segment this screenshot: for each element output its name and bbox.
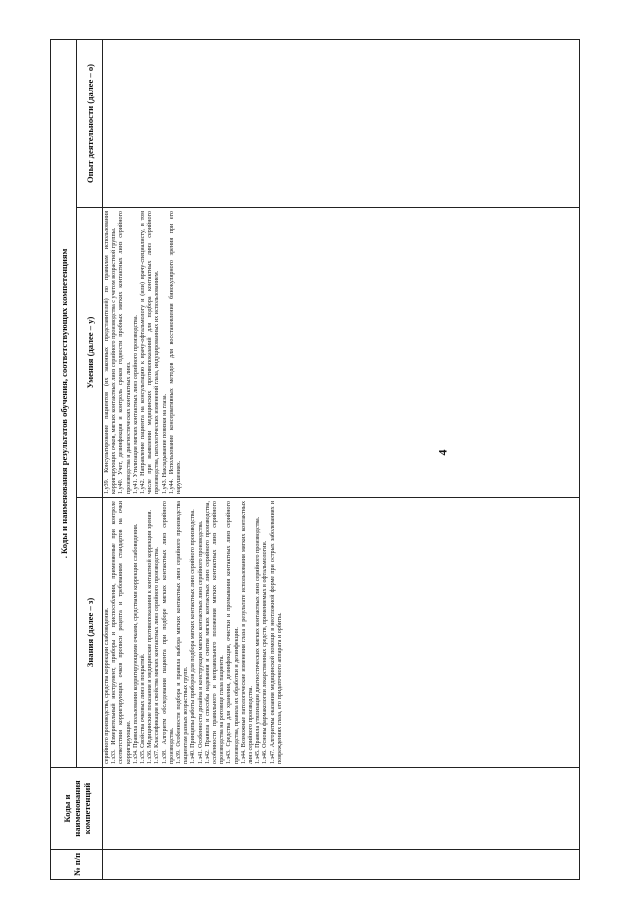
- skill-item: 1.у43. Накладывание повязки на глаза.: [161, 393, 168, 494]
- column-header-codes: Коды и наименования компетенций: [51, 768, 103, 850]
- cell-knowledge: [103, 498, 580, 768]
- group-header-results: . Коды и наименования результатов обучения, соответствующих компетенциям: [51, 39, 77, 767]
- skill-item: 1.у39. Консультирование пациентов (их законных представителей) по правилам использования корригирующих очков, мягких контактных линз серийного производства с учетом возрастной группы.: [104, 211, 118, 494]
- knowledge-item: 1.з45. Правила утилизации диагностических мягких контактных линз серийного производства.: [255, 516, 262, 764]
- column-header-experience: Опыт деятельности (далее – о): [77, 39, 103, 207]
- competencies-table: [50, 39, 580, 880]
- knowledge-item: 1.з44. Возможные патологические изменения глаза в результате использования мягких контактных линз серийного производства.: [240, 501, 255, 764]
- skill-item: 1.у40. Учет, дезинфекция и контроль сроков годности пробных мягких контактных линз серийного производства и диагностических контактных линз.: [118, 211, 132, 494]
- column-header-number: № п/п: [51, 850, 103, 880]
- cell-number: [103, 850, 580, 880]
- page-number: 4: [435, 449, 450, 456]
- knowledge-item: 1.з33. Измерительный инструмент, приборы и приспособления, применяемые при контроле соответствия корригирующих очков прописи рецепта и требованиям стандартов на очки корригирующие.: [111, 501, 132, 764]
- knowledge-item: 1.з40. Принципы работы приборов для подбора мягких контактных линз серийного производства.: [190, 509, 197, 764]
- knowledge-item: серийного производства, средства коррекции слабовидения.: [104, 607, 110, 764]
- column-header-knowledge: Знания (далее – з): [77, 498, 103, 768]
- skill-item: 1.у44. Использование консервативных методов для восстановления бинокулярного зрения при его нарушениях.: [168, 211, 183, 494]
- knowledge-item: 1.з37. Классификация и свойства мягких контактных линз серийного производства.: [154, 546, 161, 764]
- knowledge-item: 1.з46. Основы фармакологии лекарственных средств, применяемых в офтальмологии.: [262, 540, 269, 764]
- knowledge-item: 1.з36. Медицинские показания и медицинские противопоказания к контактной коррекции зрения.: [147, 510, 154, 764]
- knowledge-item: 1.з39. Особенности подбора и правила выбора мягких контактных линз серийного производства пациентам разных возрастных групп.: [176, 501, 190, 764]
- knowledge-item: 1.з43. Средства для хранения, дезинфекции, очистки и промывания контактных линз серийного производства, правила их обработки и дезинфекции.: [226, 501, 240, 764]
- knowledge-item: 1.з35. Свойства очковых линз и покрытий.: [140, 653, 147, 764]
- skill-item: 1.у41. Утилизация мягких контактных линз серийного производства.: [132, 314, 139, 494]
- knowledge-item: 1.з42. Правила и способы надевания и снятия мягких контактных линз серийного производства, особенности правильного и неправильного положения мягких контактных линз серийного производства на роговице глаза пациента.: [204, 501, 226, 764]
- knowledge-item: 1.з47. Алгоритмы оказания медицинской помощи в неотложной форме при острых заболеваниях и повреждениях глаза, его придаточного аппарата и орбиты.: [269, 501, 283, 764]
- column-header-skills: Умения (далее – у): [77, 208, 103, 498]
- cell-experience: [103, 39, 580, 207]
- knowledge-item: 1.з34. Правила пользования корригирующими очками, средствами коррекции слабовидения.: [132, 523, 139, 764]
- cell-skills: [103, 208, 580, 498]
- knowledge-item: 1.з38. Алгоритм обследования пациента при подборе мягких контактных линз серийного производства.: [161, 501, 175, 764]
- rotated-table-container: [50, 40, 580, 880]
- cell-codes: [103, 768, 580, 850]
- knowledge-item: 1.з41. Особенности дизайна и конструкции мягких контактных линз серийного производства.: [197, 520, 204, 764]
- skill-item: 1.у42. Направление пациента на консультацию к врачу-офтальмологу и (или) врачу-специалисту, в том числе при выявлении медицинских противопоказаний для подбора контактных линз серийного производства, патологических изменений глаза, индуцированных их использованием.: [140, 211, 161, 494]
